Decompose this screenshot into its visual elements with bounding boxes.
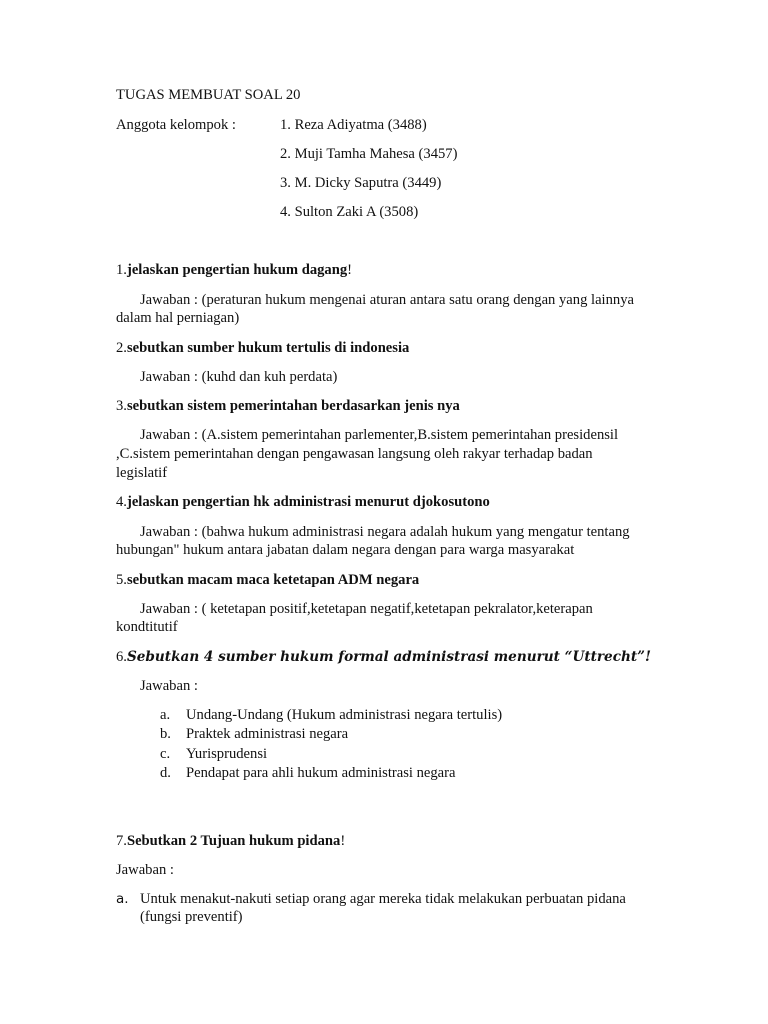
answer-line: Jawaban : (peraturan hukum mengenai aturan antara satu orang dengan yang lainnya [140, 292, 634, 308]
document-title: TUGAS MEMBUAT SOAL 20 [116, 87, 301, 103]
answer-line: legislatif [116, 465, 168, 481]
answer-line: dalam hal perniagan) [116, 310, 240, 326]
question-7 [116, 832, 345, 850]
question-4 [116, 493, 490, 511]
question-number: 1. [116, 262, 127, 278]
question-text: Sebutkan 2 Tujuan hukum pidana [126, 833, 341, 849]
list-item: Yurisprudensi [186, 746, 268, 762]
member-item: 4. Sulton Zaki A (3508) [280, 204, 419, 220]
answer-line: kondtitutif [116, 619, 178, 635]
member-item: 2. Muji Tamha Mahesa (3457) [280, 146, 458, 162]
question-number: 4. [116, 494, 127, 510]
member-item: 1. Reza Adiyatma (3488) [280, 117, 427, 133]
list-marker: a. [116, 891, 129, 907]
question-suffix: ! [347, 262, 353, 278]
question-number: 3. [116, 398, 127, 414]
answer-label: Jawaban : [116, 862, 174, 878]
question-suffix: ! [340, 833, 346, 849]
answer-line: hubungan" hukum antara jabatan dalam negara dengan para warga masyarakat [116, 542, 575, 558]
list-marker: b. [160, 726, 171, 742]
question-3 [116, 397, 460, 415]
question-number: 5. [116, 572, 127, 588]
question-text: sebutkan sistem pemerintahan berdasarkan jenis nya [126, 398, 460, 414]
list-marker: d. [160, 765, 171, 781]
question-number: 7. [116, 833, 127, 849]
question-6 [116, 648, 651, 666]
answer-line: Jawaban : (bahwa hukum administrasi negara adalah hukum yang mengatur tentang [140, 524, 630, 540]
question-5 [116, 571, 419, 589]
list-item: Untuk menakut-nakuti setiap orang agar mereka tidak melakukan perbuatan pidana [140, 891, 626, 907]
list-marker: a. [160, 707, 171, 723]
question-2 [116, 339, 409, 357]
question-text: Sebutkan 4 sumber hukum formal administrasi menurut “Uttrecht”! [126, 649, 651, 665]
question-text: sebutkan sumber hukum tertulis di indonesia [126, 340, 410, 356]
question-text: sebutkan macam maca ketetapan ADM negara [126, 572, 420, 588]
question-1 [116, 261, 352, 279]
answer-label: Jawaban : [140, 678, 198, 694]
question-number: 2. [116, 340, 127, 356]
answer-line: Jawaban : (kuhd dan kuh perdata) [140, 369, 338, 385]
list-item: Pendapat para ahli hukum administrasi negara [186, 765, 456, 781]
member-item: 3. M. Dicky Saputra (3449) [280, 175, 442, 191]
list-item: (fungsi preventif) [140, 909, 243, 925]
list-marker: c. [160, 746, 171, 762]
members-label: Anggota kelompok : [116, 117, 236, 133]
list-item: Undang-Undang (Hukum administrasi negara tertulis) [186, 707, 503, 723]
question-number: 6. [116, 649, 127, 665]
question-text: jelaskan pengertian hk administrasi menurut djokosutono [126, 494, 490, 510]
answer-line: ,C.sistem pemerintahan dengan pengawasan langsung oleh rakyar terhadap badan [116, 446, 593, 462]
answer-line: Jawaban : ( ketetapan positif,ketetapan negatif,ketetapan pekralator,keterapan [140, 601, 593, 617]
list-item: Praktek administrasi negara [186, 726, 349, 742]
answer-line: Jawaban : (A.sistem pemerintahan parlementer,B.sistem pemerintahan presidensil [140, 427, 619, 443]
question-text: jelaskan pengertian hukum dagang [126, 262, 348, 278]
